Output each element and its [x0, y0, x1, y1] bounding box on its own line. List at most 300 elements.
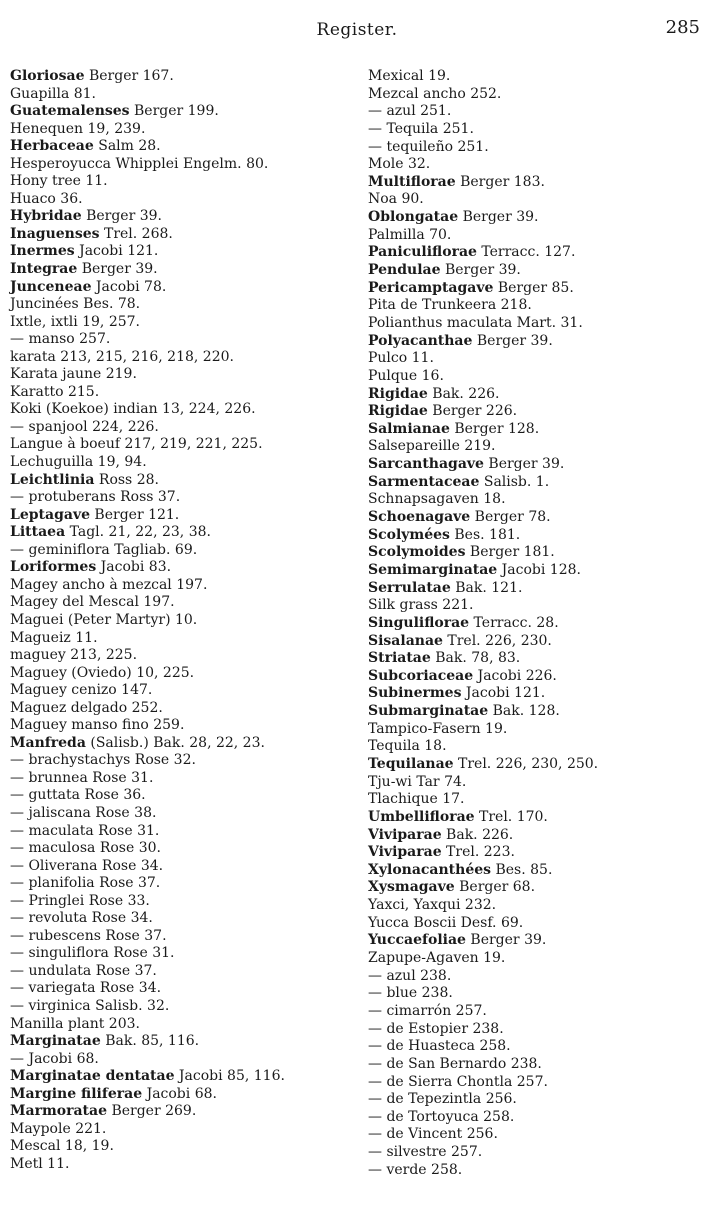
index-term: — azul 238. — [368, 967, 452, 984]
index-entry — [10, 700, 360, 718]
index-reference: Berger 183. — [455, 173, 545, 190]
index-entry — [10, 823, 360, 841]
index-entry — [368, 297, 708, 315]
index-term: Yucca Boscii Desf. 69. — [368, 914, 524, 931]
index-entry — [368, 509, 708, 527]
index-term: Mezcal ancho 252. — [368, 85, 502, 102]
index-entry — [10, 1103, 360, 1121]
index-reference: Bak. 78, 83. — [430, 650, 521, 667]
index-entry — [10, 208, 360, 226]
index-entry — [368, 280, 708, 298]
index-term: Margine filiferae — [10, 1085, 143, 1102]
index-term: Maguey (Oviedo) 10, 225. — [10, 664, 195, 681]
index-entry — [10, 173, 360, 191]
index-term: Striatae — [368, 650, 431, 667]
index-term: Tequila 18. — [368, 738, 447, 755]
index-entry — [368, 438, 708, 456]
index-term: — manso 257. — [10, 331, 111, 348]
index-reference: Ross 28. — [94, 471, 159, 488]
index-term: Subinermes — [368, 685, 462, 702]
index-term: — maculata Rose 31. — [10, 822, 160, 839]
index-term: Integrae — [10, 261, 78, 278]
index-entry — [10, 928, 360, 946]
index-reference: Berger 39. — [458, 209, 539, 226]
index-entry — [10, 682, 360, 700]
index-entry — [368, 932, 708, 950]
index-term: — variegata Rose 34. — [10, 980, 162, 997]
index-entry — [10, 121, 360, 139]
index-reference: Berger 85. — [493, 279, 574, 296]
index-entry — [10, 998, 360, 1016]
index-reference: Berger 39. — [77, 261, 158, 278]
index-entry — [10, 524, 360, 542]
index-entry — [10, 1016, 360, 1034]
index-reference: Jacobi 226. — [473, 667, 557, 684]
index-term: Manilla plant 203. — [10, 1015, 140, 1032]
index-term: — tequileño 251. — [368, 138, 489, 155]
index-entry — [368, 615, 708, 633]
index-term: Pulque 16. — [368, 367, 444, 384]
index-term: Rigidae — [368, 403, 428, 420]
index-term: — virginica Salisb. 32. — [10, 997, 170, 1014]
index-term: Xysmagave — [368, 879, 455, 896]
index-entry — [368, 827, 708, 845]
index-entry — [10, 436, 360, 454]
index-term: Magey ancho à mezcal 197. — [10, 576, 208, 593]
index-reference: Jacobi 128. — [497, 561, 581, 578]
index-term: — de Huasteca 258. — [368, 1038, 511, 1055]
index-term: Metl 11. — [10, 1155, 70, 1172]
index-reference: Jacobi 83. — [96, 559, 172, 576]
index-term: Serrulatae — [368, 579, 451, 596]
index-entry — [10, 980, 360, 998]
index-entry — [10, 138, 360, 156]
index-entry — [368, 1038, 708, 1056]
index-entry — [10, 945, 360, 963]
index-term: Karatto 215. — [10, 383, 100, 400]
index-reference: Tagl. 21, 22, 23, 38. — [65, 524, 211, 541]
index-reference: Jacobi 85, 116. — [174, 1068, 285, 1085]
index-reference: Jacobi 121. — [461, 685, 546, 702]
index-term: Maguey cenizo 147. — [10, 682, 153, 699]
index-reference: Berger 167. — [84, 68, 174, 84]
index-entry — [368, 879, 708, 897]
index-entry — [368, 633, 708, 651]
index-reference: Berger 39. — [81, 208, 162, 225]
index-term: — maculosa Rose 30. — [10, 840, 161, 857]
index-entry — [368, 580, 708, 598]
index-term: Marginatae dentatae — [10, 1068, 175, 1085]
index-term: maguey 213, 225. — [10, 647, 138, 664]
index-term: — geminiflora Tagliab. 69. — [10, 541, 198, 558]
index-entry — [10, 507, 360, 525]
index-term: Mole 32. — [368, 156, 431, 173]
index-term: Oblongatae — [368, 209, 459, 226]
index-entry — [10, 314, 360, 332]
index-reference: Berger 39. — [440, 262, 521, 279]
index-entry — [10, 1121, 360, 1139]
index-entry — [368, 1162, 708, 1180]
index-reference: Terracc. 127. — [476, 244, 576, 261]
index-term: Inaguenses — [10, 225, 100, 242]
index-term: Polianthus maculata Mart. 31. — [368, 314, 583, 331]
index-term: — silvestre 257. — [368, 1144, 483, 1161]
index-term: Rigidae — [368, 385, 428, 402]
index-entry — [368, 86, 708, 104]
index-term: Schoenagave — [368, 509, 471, 526]
index-entry — [10, 243, 360, 261]
index-term: Scolymoides — [368, 544, 466, 561]
index-entry — [10, 840, 360, 858]
index-term: Polyacanthae — [368, 332, 473, 349]
index-reference: Salm 28. — [93, 138, 161, 155]
index-term: Viviparae — [368, 844, 442, 861]
index-entry — [368, 685, 708, 703]
index-term: Pendulae — [368, 262, 441, 279]
index-term: — jaliscana Rose 38. — [10, 804, 157, 821]
index-reference: Bak. 226. — [427, 385, 500, 402]
index-term: Yaxci, Yaxqui 232. — [368, 897, 497, 914]
index-term: Viviparae — [368, 826, 442, 843]
index-entry — [368, 315, 708, 333]
index-reference: Trel. 223. — [441, 844, 515, 861]
index-entry — [368, 386, 708, 404]
index-term: Guapilla 81. — [10, 85, 97, 102]
index-term: Henequen 19, 239. — [10, 120, 146, 137]
index-entry — [10, 472, 360, 490]
index-entry — [368, 191, 708, 209]
index-reference: Terracc. 28. — [469, 614, 559, 631]
index-entry — [10, 454, 360, 472]
index-entry — [368, 1109, 708, 1127]
index-entry — [10, 86, 360, 104]
index-entry — [10, 261, 360, 279]
index-term: — brachystachys Rose 32. — [10, 752, 196, 769]
index-entry — [368, 915, 708, 933]
index-term: Marmoratae — [10, 1103, 107, 1120]
index-entry — [368, 139, 708, 157]
index-term: Ixtle, ixtli 19, 257. — [10, 313, 141, 330]
index-term: Pulco 11. — [368, 350, 434, 367]
index-entry — [368, 68, 708, 86]
index-entry — [368, 421, 708, 439]
index-term: Guatemalenses — [10, 103, 130, 120]
index-entry — [368, 562, 708, 580]
index-term: — rubescens Rose 37. — [10, 927, 167, 944]
index-reference: Trel. 268. — [99, 225, 173, 242]
index-term: Yuccaefoliae — [368, 932, 466, 949]
index-entry — [10, 279, 360, 297]
index-reference: Berger 128. — [449, 420, 540, 437]
index-reference: Bes. 85. — [491, 861, 553, 878]
index-term: karata 213, 215, 216, 218, 220. — [10, 348, 234, 365]
index-term: Hybridae — [10, 208, 82, 225]
index-entry — [10, 1156, 360, 1174]
index-entry — [368, 121, 708, 139]
index-term: Koki (Koekoe) indian 13, 224, 226. — [10, 401, 256, 418]
index-term: Loriformes — [10, 559, 97, 576]
index-term: Manfreda — [10, 734, 86, 751]
index-column-left — [10, 68, 360, 1173]
index-term: Paniculiflorae — [368, 244, 477, 261]
index-reference: Bak. 85, 116. — [100, 1033, 200, 1050]
index-entry — [10, 419, 360, 437]
index-entry — [368, 174, 708, 192]
index-entry — [10, 559, 360, 577]
index-reference: Berger 39. — [472, 332, 553, 349]
index-entry — [368, 756, 708, 774]
index-term: — Oliverana Rose 34. — [10, 857, 164, 874]
index-reference: Berger 226. — [427, 403, 518, 420]
index-term: Maguei (Peter Martyr) 10. — [10, 611, 198, 628]
index-entry — [10, 594, 360, 612]
index-reference: Jacobi 78. — [91, 278, 167, 295]
index-entry — [10, 630, 360, 648]
index-term: Marginatae — [10, 1033, 101, 1050]
index-entry — [368, 456, 708, 474]
index-entry — [10, 401, 360, 419]
index-reference: Berger 39. — [483, 456, 565, 473]
index-term: Noa 90. — [368, 191, 424, 208]
index-entry — [10, 910, 360, 928]
index-entry — [10, 770, 360, 788]
index-term: — singuliflora Rose 31. — [10, 945, 175, 962]
index-reference: Trel. 170. — [474, 808, 548, 825]
index-term: Zapupe-Agaven 19. — [368, 950, 506, 967]
index-term: Inermes — [10, 243, 75, 260]
index-term: Mexical 19. — [368, 68, 451, 84]
index-entry — [368, 544, 708, 562]
index-term: — brunnea Rose 31. — [10, 769, 154, 786]
index-entry — [10, 875, 360, 893]
index-reference: Berger 68. — [454, 879, 536, 896]
index-reference: Trel. 226, 230. — [442, 632, 552, 649]
index-entry — [10, 647, 360, 665]
index-entry — [368, 1126, 708, 1144]
index-reference: Jacobi 121. — [74, 243, 159, 260]
index-entry — [368, 791, 708, 809]
index-reference: Berger 199. — [129, 103, 219, 120]
index-term: Hesperoyucca Whipplei Engelm. 80. — [10, 155, 269, 172]
index-term: Tju-wi Tar 74. — [368, 773, 467, 790]
index-entry — [368, 950, 708, 968]
index-entry — [10, 717, 360, 735]
index-term: Magueiz 11. — [10, 629, 98, 646]
index-term: Sisalanae — [368, 632, 443, 649]
index-term: — planifolia Rose 37. — [10, 875, 161, 892]
index-entry — [368, 774, 708, 792]
index-entry — [368, 1021, 708, 1039]
index-term: — de Tortoyuca 258. — [368, 1108, 515, 1125]
index-reference: Berger 181. — [465, 544, 555, 561]
index-entry — [368, 350, 708, 368]
index-term: Langue à boeuf 217, 219, 221, 225. — [10, 436, 263, 453]
index-term: Maypole 221. — [10, 1120, 107, 1137]
index-entry — [368, 738, 708, 756]
index-reference: Trel. 226, 230, 250. — [453, 755, 599, 772]
index-term: Salsepareille 219. — [368, 438, 496, 455]
index-reference: Berger 39. — [465, 932, 547, 949]
index-term: — de Tepezintla 256. — [368, 1091, 517, 1108]
index-term: Palmilla 70. — [368, 226, 452, 243]
index-term: — spanjool 224, 226. — [10, 418, 159, 435]
index-entry — [368, 103, 708, 121]
index-term: — verde 258. — [368, 1161, 463, 1178]
index-term: Huaco 36. — [10, 190, 83, 207]
index-entry — [10, 893, 360, 911]
index-term: Lechuguilla 19, 94. — [10, 454, 147, 471]
index-term: Maguez delgado 252. — [10, 699, 163, 716]
index-entry — [10, 735, 360, 753]
index-term: Schnapsagaven 18. — [368, 491, 506, 508]
index-term: Junceneae — [10, 278, 92, 295]
index-term: — undulata Rose 37. — [10, 962, 157, 979]
index-entry — [10, 226, 360, 244]
index-entry — [10, 752, 360, 770]
index-term: Tequilanae — [368, 755, 454, 772]
index-entry — [10, 963, 360, 981]
index-term: Umbelliflorae — [368, 808, 475, 825]
index-entry — [368, 968, 708, 986]
index-reference: (Salisb.) Bak. 28, 22, 23. — [85, 734, 265, 751]
page-number: 285 — [665, 17, 700, 38]
index-entry — [10, 1051, 360, 1069]
index-term: Singuliflorae — [368, 614, 470, 631]
index-term: Silk grass 221. — [368, 597, 474, 614]
index-entry — [368, 1074, 708, 1092]
index-reference: Berger 121. — [89, 506, 180, 523]
index-term: Xylonacanthées — [368, 861, 492, 878]
index-entry — [368, 985, 708, 1003]
index-entry — [368, 333, 708, 351]
index-term: — de Estopier 238. — [368, 1020, 504, 1037]
index-entry — [368, 403, 708, 421]
index-term: — guttata Rose 36. — [10, 787, 146, 804]
index-entry — [10, 191, 360, 209]
index-entry — [368, 650, 708, 668]
index-entry — [368, 844, 708, 862]
index-term: Mescal 18, 19. — [10, 1138, 114, 1155]
index-entry — [10, 366, 360, 384]
index-entry — [10, 1086, 360, 1104]
index-reference: Bak. 121. — [450, 579, 523, 596]
index-entry — [368, 721, 708, 739]
index-reference: Jacobi 68. — [142, 1085, 217, 1102]
index-term: Magey del Mescal 197. — [10, 594, 175, 611]
index-term: — de Vincent 256. — [368, 1126, 498, 1143]
index-entry — [10, 489, 360, 507]
index-entry — [10, 577, 360, 595]
index-entry — [368, 809, 708, 827]
index-reference: Salisb. 1. — [479, 473, 550, 490]
index-term: Pita de Trunkeera 218. — [368, 297, 532, 314]
index-term: — Pringlei Rose 33. — [10, 892, 150, 909]
index-entry — [368, 156, 708, 174]
index-term: — Tequila 251. — [368, 120, 474, 137]
index-term: Karata jaune 219. — [10, 366, 137, 383]
index-entry — [10, 858, 360, 876]
index-term: Tampico-Fasern 19. — [368, 720, 508, 737]
index-reference: Bak. 226. — [441, 826, 514, 843]
index-entry — [368, 1056, 708, 1074]
index-term: — revoluta Rose 34. — [10, 910, 153, 927]
index-entry — [368, 1144, 708, 1162]
index-entry — [10, 331, 360, 349]
index-column-right — [368, 68, 708, 1179]
index-term: Juncinées Bes. 78. — [10, 296, 141, 313]
index-entry — [10, 1138, 360, 1156]
index-term: Leichtlinia — [10, 471, 95, 488]
index-entry — [368, 209, 708, 227]
index-term: — azul 251. — [368, 103, 452, 120]
index-reference: Berger 78. — [470, 509, 551, 526]
index-term: Submarginatae — [368, 703, 489, 720]
index-term: Maguey manso fino 259. — [10, 717, 185, 734]
index-reference: Berger 269. — [107, 1103, 197, 1120]
index-term: Littaea — [10, 524, 66, 541]
index-entry — [368, 1091, 708, 1109]
index-entry — [368, 862, 708, 880]
index-entry — [10, 103, 360, 121]
index-entry — [368, 1003, 708, 1021]
index-entry — [10, 805, 360, 823]
index-term: — blue 238. — [368, 985, 453, 1002]
index-entry — [368, 474, 708, 492]
index-term: Leptagave — [10, 506, 90, 523]
index-entry — [10, 1033, 360, 1051]
index-term: — protuberans Ross 37. — [10, 489, 181, 506]
index-term: Subcoriaceae — [368, 667, 474, 684]
index-term: Multiflorae — [368, 173, 456, 190]
index-term: — de San Bernardo 238. — [368, 1055, 542, 1072]
index-term: Pericamptagave — [368, 279, 494, 296]
index-entry — [368, 668, 708, 686]
index-term: Sarmentaceae — [368, 473, 480, 490]
index-entry — [368, 491, 708, 509]
index-term: Gloriosae — [10, 68, 85, 84]
index-entry — [368, 897, 708, 915]
index-entry — [368, 244, 708, 262]
index-term: — Jacobi 68. — [10, 1050, 99, 1067]
index-reference: Bak. 128. — [488, 703, 560, 720]
index-entry — [10, 787, 360, 805]
index-term: Scolymées — [368, 526, 450, 543]
index-entry — [368, 227, 708, 245]
index-entry — [368, 262, 708, 280]
index-term: Salmianae — [368, 420, 450, 437]
index-term: Semimarginatae — [368, 561, 498, 578]
index-entry — [10, 665, 360, 683]
running-title: Register. — [316, 20, 398, 40]
index-entry — [10, 542, 360, 560]
index-term: Hony tree 11. — [10, 173, 108, 190]
index-entry — [10, 156, 360, 174]
index-term: — cimarrón 257. — [368, 1002, 487, 1019]
index-entry — [368, 597, 708, 615]
index-term: Herbaceae — [10, 138, 94, 155]
index-entry — [10, 612, 360, 630]
index-entry — [10, 296, 360, 314]
index-entry — [368, 703, 708, 721]
index-entry — [368, 527, 708, 545]
index-entry — [10, 349, 360, 367]
index-term: Sarcanthagave — [368, 456, 484, 473]
index-entry — [10, 1068, 360, 1086]
index-entry — [368, 368, 708, 386]
index-entry — [10, 68, 360, 86]
index-reference: Bes. 181. — [449, 526, 521, 543]
index-term: — de Sierra Chontla 257. — [368, 1073, 548, 1090]
